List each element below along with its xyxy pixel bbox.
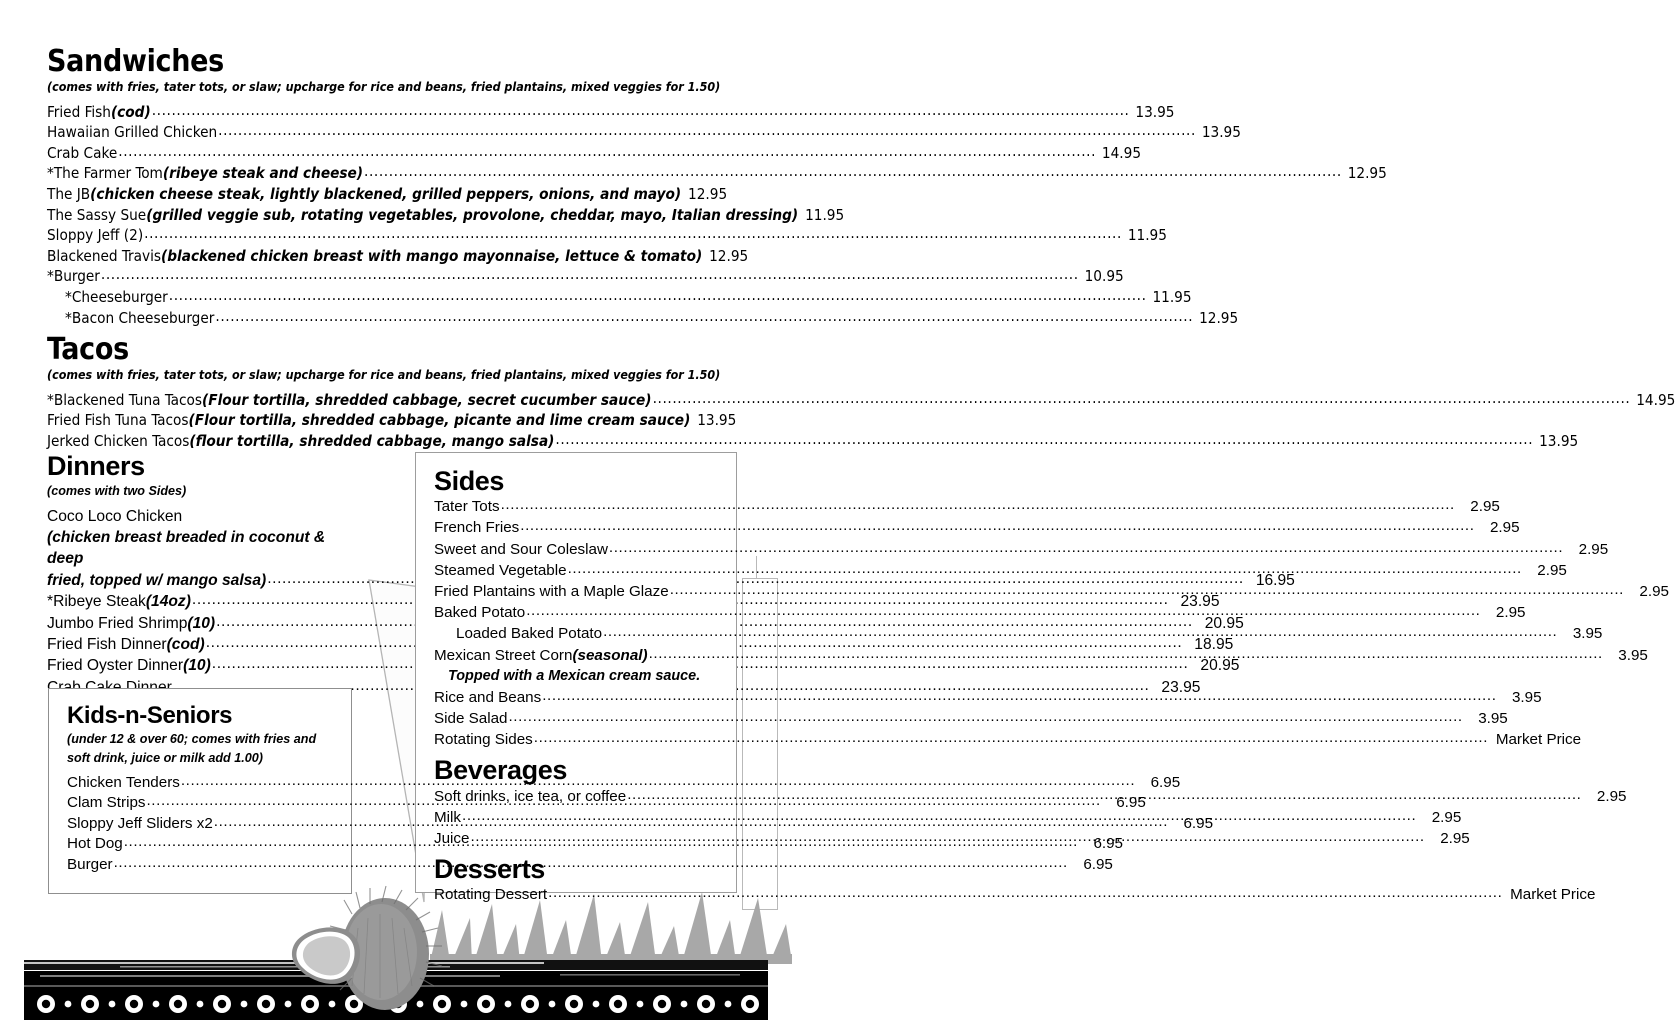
menu-item-name: Steamed Vegetable [434,561,567,579]
menu-item-name: Soft drinks, ice tea, or coffee [434,787,627,805]
menu-item-name: Fried Oyster Dinner [47,657,184,675]
side-item-row [434,729,1582,750]
side-item-row [434,708,1508,729]
menu-item-price: 2.95 [1537,561,1567,579]
leader-dots [124,832,1078,847]
menu-item-name: Sloppy Jeff (2) [47,226,144,245]
section-tacos [47,332,1675,451]
menu-item-name: Tater Tots [434,498,500,516]
dinner-item-price: 16.95 [1255,571,1295,589]
menu-item-name: Sloppy Jeff Sliders x2 [67,814,213,832]
menu-item-name: *Blackened Tuna Tacos [47,390,203,409]
menu-item-description: (Flour tortilla, shredded cabbage, picante and lime cream sauce) [188,411,691,430]
menu-item-description: (10) [187,614,216,632]
menu-item-price: 11.95 [1152,288,1192,307]
leader-dots [609,537,1563,552]
menu-item-name: Fried Fish Tuna Tacos [47,411,189,430]
menu-item-price: 18.95 [1194,635,1234,653]
menu-item-price: Market Price [1510,886,1596,904]
menu-item-price: 11.95 [805,205,845,224]
menu-item-name: The JB [47,185,91,204]
menu-item-price: 2.95 [1470,498,1500,516]
menu-item-name: French Fries [434,519,520,537]
menu-item-price: 12.95 [1347,164,1387,183]
sandwiches-subtitle: (comes with fries, tater tots, or slaw; upcharge for rice and beans, fried plantains, mixed veggies for 1.50) [47,79,721,95]
menu-item-price: 11.95 [1127,226,1167,245]
leader-dots [555,429,1533,444]
sandwich-item-row [47,184,727,205]
menu-item-price: 2.95 [1489,519,1520,537]
sandwich-item-row [47,287,1192,308]
menu-item-price: 23.95 [1161,678,1201,696]
leader-dots [526,600,1480,615]
menu-item-name: The Sassy Sue [47,205,147,224]
taco-item-row [47,410,737,431]
menu-item-price: 6.95 [1150,773,1181,791]
sides-heading: Sides [434,466,505,496]
leader-dots [218,120,1196,135]
menu-item-price: 3.95 [1618,646,1648,664]
menu-item-price: 20.95 [1204,614,1244,632]
menu-item-name: Juice [434,829,470,847]
sides-note: Topped with a Mexican cream sauce. [448,667,701,684]
side-item-row [434,496,1500,517]
sandwich-item-row [47,225,1167,246]
leader-dots [364,161,1342,176]
menu-item-price: 6.95 [1183,814,1214,832]
leader-dots [214,812,1168,827]
menu-item-name: Baked Potato [434,604,526,622]
menu-item-name: Rice and Beans [434,688,542,706]
menu-item-name: Clam Strips [67,794,146,812]
menu-item-price: 2.95 [1639,582,1669,600]
dinner-item-name: Coco Loco Chicken [47,507,183,525]
menu-item-price: 10.95 [1084,267,1124,286]
section-sandwiches [47,44,1387,328]
leader-dots [101,264,1079,279]
dinner-item-desc-line1: (chicken breast breaded in coconut & deep [47,528,326,568]
menu-item-description: (Flour tortilla, shredded cabbage, secret cucumber sauce) [202,390,652,409]
kids-item-row [67,773,1181,794]
leader-dots [548,882,1502,897]
leader-dots [215,306,1193,321]
menu-item-name: Mexican Street Corn [434,646,573,664]
menu-item-name: Hawaiian Grilled Chicken [47,123,218,142]
leader-dots [542,685,1496,700]
sandwiches-heading: Sandwiches [47,44,224,79]
sandwich-item-row [47,143,1142,164]
side-item-row [434,517,1520,538]
kids-heading: Kids-n-Seniors [67,702,233,729]
leader-dots [118,141,1096,156]
menu-item-name: Fried Fish [47,102,111,121]
leader-dots [114,853,1068,868]
sandwich-item-row [47,122,1241,143]
tacos-list [47,390,1675,452]
leader-dots [146,791,1100,806]
menu-item-name: Crab Cake [47,143,118,162]
menu-item-price: 13.95 [1135,102,1175,121]
menu-item-description: (chicken cheese steak, lightly blackened, grilled peppers, onions, and mayo) [90,185,682,204]
menu-item-description: (grilled veggie sub, rotating vegetables, provolone, cheddar, mayo, Italian dressing) [146,205,799,224]
sandwich-item-row [47,163,1387,184]
menu-item-price: 2.95 [1578,540,1609,558]
menu-item-price: 12.95 [1199,308,1239,327]
menu-item-price: 2.95 [1431,808,1462,826]
leader-dots [568,558,1522,573]
menu-item-name: Burger [67,856,113,873]
leader-dots [603,621,1557,636]
dessert-item-row [434,884,1596,905]
taco-item-row [47,431,1579,452]
menu-item-price: 2.95 [1596,787,1627,805]
menu-item-name: Jumbo Fried Shrimp [47,614,188,632]
menu-item-price: 3.95 [1511,688,1542,706]
menu-item-name: Rotating Dessert [434,886,548,904]
leader-dots [169,285,1147,300]
menu-item-description: (14oz) [145,593,191,611]
leader-dots [181,771,1135,786]
menu-item-description: (cod) [110,102,151,121]
menu-item-price: 6.95 [1093,835,1123,853]
sandwich-item-row [47,205,845,226]
beverages-heading: Beverages [434,755,567,786]
leader-dots [649,643,1603,658]
leader-dots [534,727,1488,742]
tacos-heading: Tacos [47,332,129,367]
desserts-list [434,884,1596,905]
leader-dots [520,515,1474,530]
menu-item-name: Milk [434,808,461,826]
leader-dots [501,494,1455,509]
side-item-row [434,539,1609,560]
sandwiches-list [47,102,1387,329]
sandwich-item-row [47,246,749,267]
dinners-subtitle: (comes with two Sides) [47,484,187,499]
sandwich-item-row [47,266,1124,287]
kids-subtitle-line2: soft drink, juice or milk add 1.00) [67,751,263,766]
menu-item-description: (blackened chicken breast with mango mayonnaise, lettuce & tomato) [161,246,703,265]
menu-item-price: 13.95 [1201,123,1241,142]
leader-dots [653,388,1631,403]
dinner-item-desc-line2: fried, topped w/ mango salsa) [47,571,267,589]
leader-dots [508,706,1462,721]
leader-dots [670,579,1624,594]
tacos-subtitle: (comes with fries, tater tots, or slaw; upcharge for rice and beans, fried plantains, mixed veggies for 1.50) [47,367,721,383]
menu-item-price: 12.95 [688,185,728,204]
leader-dots [144,223,1122,238]
menu-item-price: 13.95 [697,411,737,430]
dinners-heading: Dinners [47,451,145,481]
menu-item-name: Rotating Sides [434,731,533,749]
sandwich-item-row [47,308,1239,329]
menu-item-name: Loaded Baked Potato [456,625,603,643]
menu-item-price: 3.95 [1478,709,1508,727]
menu-item-name: Fried Fish Dinner [47,635,167,653]
menu-item-description: (10) [183,657,211,675]
leader-dots [152,100,1130,115]
sandwich-item-row [47,102,1175,123]
desserts-heading: Desserts [434,854,545,885]
menu-item-name: Fried Plantains with a Maple Glaze [434,582,669,600]
menu-item-price: Market Price [1495,731,1582,749]
menu-item-description: (cod) [166,635,205,653]
menu-item-price: 12.95 [709,246,749,265]
menu-item-description: (ribeye steak and cheese) [162,164,364,183]
menu-item-price: 6.95 [1116,794,1146,812]
menu-item-price: 2.95 [1495,604,1526,622]
menu-item-name: *Bacon Cheeseburger [65,308,215,327]
menu-item-name: *The Farmer Tom [47,164,163,183]
menu-item-price: 23.95 [1180,593,1220,611]
menu-item-description: (seasonal) [572,646,648,664]
menu-item-price: 6.95 [1083,856,1113,873]
menu-item-name: *Ribeye Steak [47,593,146,611]
menu-item-name: Blackened Travis [47,246,162,265]
menu-item-description: (flour tortilla, shredded cabbage, mango salsa) [189,431,555,450]
menu-item-price: 20.95 [1200,657,1240,675]
menu-item-name: *Cheeseburger [65,288,168,307]
menu-item-price: 2.95 [1440,829,1470,847]
menu-item-name: Hot Dog [67,835,123,853]
menu-item-name: Side Salad [434,709,508,727]
menu-item-name: Chicken Tenders [67,773,180,791]
menu-item-name: Jerked Chicken Tacos [47,431,190,450]
menu-item-name: Sweet and Sour Coleslaw [434,540,608,558]
menu-item-price: 13.95 [1539,431,1579,450]
menu-item-name: *Burger [47,267,100,286]
menu-item-price: 14.95 [1101,143,1142,162]
menu-item-price: 14.95 [1636,390,1675,409]
menu-item-price: 3.95 [1572,625,1603,643]
taco-item-row [47,390,1675,411]
kids-subtitle-line1: (under 12 & over 60; comes with fries and [67,731,317,746]
